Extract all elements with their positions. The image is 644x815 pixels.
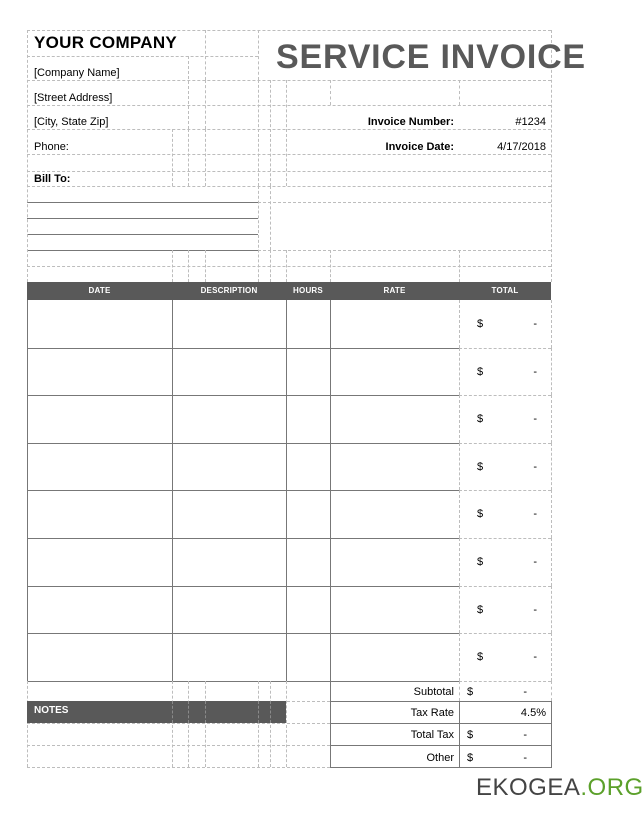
row-divider xyxy=(27,681,459,682)
notes-label: NOTES xyxy=(34,705,69,716)
cell-border xyxy=(459,395,460,443)
hours-cell[interactable] xyxy=(287,587,330,633)
description-cell[interactable] xyxy=(173,301,286,348)
cell-border xyxy=(551,443,552,490)
subtotal-value: - xyxy=(523,686,527,698)
rate-cell[interactable] xyxy=(331,444,459,490)
other-currency: $ xyxy=(467,752,474,764)
rate-cell[interactable] xyxy=(331,301,459,348)
date-cell[interactable] xyxy=(28,301,172,348)
cell-border xyxy=(459,443,460,490)
cell-border xyxy=(551,633,552,681)
tax-rate-value[interactable]: 4.5% xyxy=(520,707,546,719)
company-heading: YOUR COMPANY xyxy=(34,33,178,52)
description-cell[interactable] xyxy=(173,444,286,490)
cell-border xyxy=(551,538,552,586)
row-divider xyxy=(459,395,551,396)
date-cell[interactable] xyxy=(28,634,172,681)
row-divider xyxy=(459,586,551,587)
row-divider xyxy=(459,538,551,539)
row-currency: $ xyxy=(477,556,484,568)
invoice-date-value[interactable]: 4/17/2018 xyxy=(497,141,546,153)
total-tax-currency: $ xyxy=(467,729,474,741)
date-cell[interactable] xyxy=(28,491,172,538)
phone-label: Phone: xyxy=(34,141,69,153)
row-total: - xyxy=(533,413,537,425)
date-cell[interactable] xyxy=(28,444,172,490)
column-header-total: TOTAL xyxy=(491,286,519,295)
other-value[interactable]: - xyxy=(523,752,527,764)
subtotal-label: Subtotal xyxy=(413,686,454,698)
date-cell[interactable] xyxy=(28,349,172,395)
hours-cell[interactable] xyxy=(287,444,330,490)
description-cell[interactable] xyxy=(173,491,286,538)
row-total: - xyxy=(533,508,537,520)
row-currency: $ xyxy=(477,318,484,330)
column-header-date: DATE xyxy=(88,286,111,295)
rate-cell[interactable] xyxy=(331,491,459,538)
brand-name: EKOGEA xyxy=(476,774,581,801)
column-header-rate: RATE xyxy=(383,286,406,295)
cell-border xyxy=(459,348,460,395)
cell-border xyxy=(459,538,460,586)
cell-border xyxy=(459,633,460,681)
hours-cell[interactable] xyxy=(287,301,330,348)
company-name-field[interactable]: [Company Name] xyxy=(34,67,120,79)
cell-border xyxy=(551,348,552,395)
row-currency: $ xyxy=(477,604,484,616)
cell-border xyxy=(459,300,460,348)
rate-cell[interactable] xyxy=(331,634,459,681)
row-currency: $ xyxy=(477,413,484,425)
cell-border xyxy=(551,300,552,348)
bill-to-label: Bill To: xyxy=(34,173,71,185)
hours-cell[interactable] xyxy=(287,349,330,395)
date-cell[interactable] xyxy=(28,396,172,443)
date-cell[interactable] xyxy=(28,587,172,633)
invoice-date-label: Invoice Date: xyxy=(385,141,454,153)
description-cell[interactable] xyxy=(173,587,286,633)
row-currency: $ xyxy=(477,366,484,378)
city-state-zip-field[interactable]: [City, State Zip] xyxy=(34,116,109,128)
brand-domain: .ORG xyxy=(580,774,644,801)
total-tax-label: Total Tax xyxy=(410,729,454,741)
row-currency: $ xyxy=(477,651,484,663)
rate-cell[interactable] xyxy=(331,587,459,633)
cell-border xyxy=(551,395,552,443)
subtotal-currency: $ xyxy=(467,686,474,698)
cell-border xyxy=(551,586,552,633)
description-cell[interactable] xyxy=(173,539,286,586)
description-cell[interactable] xyxy=(173,396,286,443)
row-divider xyxy=(459,633,551,634)
row-divider xyxy=(459,490,551,491)
hours-cell[interactable] xyxy=(287,491,330,538)
street-address-field[interactable]: [Street Address] xyxy=(34,92,113,104)
row-divider xyxy=(459,348,551,349)
hours-cell[interactable] xyxy=(287,396,330,443)
invoice-number-label: Invoice Number: xyxy=(367,116,454,128)
other-label: Other xyxy=(426,752,454,764)
column-header-description: DESCRIPTION xyxy=(200,286,258,295)
rate-cell[interactable] xyxy=(331,396,459,443)
brand-logo xyxy=(476,774,644,802)
row-total: - xyxy=(533,651,537,663)
date-cell[interactable] xyxy=(28,539,172,586)
tax-rate-label: Tax Rate xyxy=(410,707,454,719)
invoice-title: SERVICE INVOICE xyxy=(276,38,586,76)
row-currency: $ xyxy=(477,461,484,473)
row-total: - xyxy=(533,318,537,330)
row-total: - xyxy=(533,556,537,568)
hours-cell[interactable] xyxy=(287,634,330,681)
description-cell[interactable] xyxy=(173,634,286,681)
cell-border xyxy=(551,490,552,538)
cell-border xyxy=(459,490,460,538)
row-divider xyxy=(459,443,551,444)
row-total: - xyxy=(533,366,537,378)
invoice-number-value[interactable]: #1234 xyxy=(515,116,546,128)
rate-cell[interactable] xyxy=(331,349,459,395)
total-tax-value: - xyxy=(523,729,527,741)
cell-border xyxy=(459,586,460,633)
row-total: - xyxy=(533,461,537,473)
row-currency: $ xyxy=(477,508,484,520)
row-divider xyxy=(459,681,551,682)
description-cell[interactable] xyxy=(173,349,286,395)
row-total: - xyxy=(533,604,537,616)
rate-cell[interactable] xyxy=(331,539,459,586)
hours-cell[interactable] xyxy=(287,539,330,586)
column-header-hours: HOURS xyxy=(293,286,323,295)
